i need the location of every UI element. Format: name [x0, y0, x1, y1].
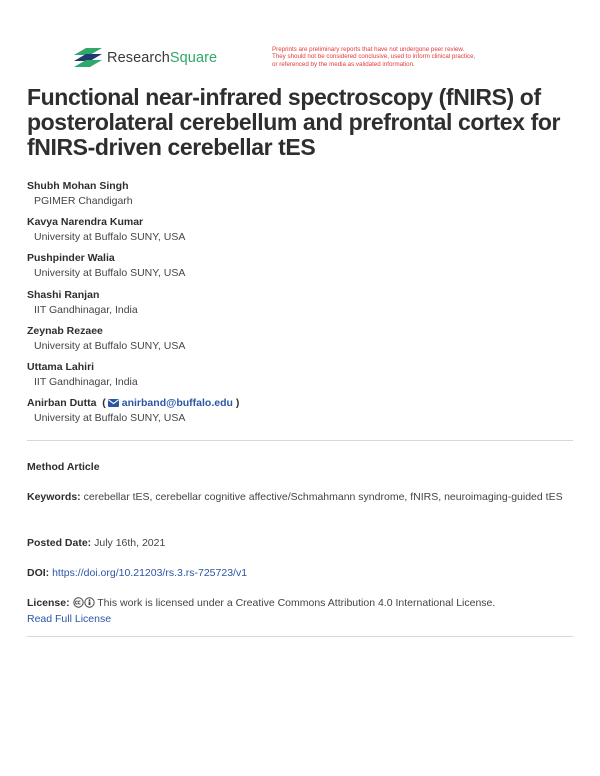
author-affiliation: University at Buffalo SUNY, USA — [34, 267, 186, 280]
notice-line: Preprints are preliminary reports that have not undergone peer review. — [272, 46, 465, 53]
author-name: Anirban Dutta ( anirband@buffalo.edu ) — [27, 397, 240, 410]
divider — [27, 636, 573, 637]
keywords-value: cerebellar tES, cerebellar cognitive affective/Schmahmann syndrome, fNIRS, neuroimaging-guided tES — [83, 491, 563, 503]
author-affiliation: University at Buffalo SUNY, USA — [34, 231, 186, 244]
author-entry — [27, 179, 567, 215]
author-affiliation: PGIMER Chandigarh — [34, 195, 133, 207]
license-label: License: — [27, 597, 70, 609]
author-name: Shubh Mohan Singh — [27, 180, 129, 192]
author-email-link[interactable]: anirband@buffalo.edu — [121, 397, 233, 410]
author-entry — [27, 251, 567, 287]
attribution-icon — [84, 597, 95, 608]
author-affiliation: University at Buffalo SUNY, USA — [34, 339, 186, 352]
author-entry — [27, 215, 567, 251]
envelope-icon — [108, 399, 119, 407]
research-square-logo[interactable] — [74, 47, 217, 69]
header — [74, 46, 554, 76]
article-type: Method Article — [27, 461, 100, 473]
paper-title: Functional near-infrared spectroscopy (fNIRS) of posterolateral cerebellum and prefrontal cortex for fNIRS-driven cerebellar tES — [27, 84, 561, 160]
doi — [27, 565, 573, 581]
creative-commons-icon — [73, 597, 84, 608]
author-name: Uttama Lahiri — [27, 360, 95, 373]
author-affiliation: University at Buffalo SUNY, USA — [34, 412, 186, 425]
divider — [27, 440, 573, 441]
author-affiliation: IIT Gandhinagar, India — [34, 303, 138, 316]
author-name: Pushpinder Walia — [27, 252, 115, 265]
posted-date — [27, 535, 573, 551]
keywords-label: Keywords: — [27, 491, 81, 503]
license-text: This work is licensed under a Creative Commons Attribution 4.0 International License. — [97, 597, 496, 609]
posted-date-label: Posted Date: — [27, 537, 92, 549]
doi-link[interactable]: https://doi.org/10.21203/rs.3.rs-725723/v1 — [52, 567, 248, 579]
author-affiliation: IIT Gandhinagar, India — [34, 375, 138, 388]
author-entry — [27, 360, 567, 396]
corresponding-author-name: Anirban Dutta — [27, 397, 97, 410]
notice-line: They should not be considered conclusive, used to inform clinical practice, — [272, 53, 476, 61]
author-list — [27, 179, 567, 432]
logo-wordmark: ResearchSquare — [107, 50, 218, 66]
doi-label: DOI: — [27, 567, 50, 579]
author-name: Zeynab Rezaee — [27, 324, 103, 337]
author-name: Kavya Narendra Kumar — [27, 216, 144, 229]
license — [27, 595, 573, 627]
author-name: Shashi Ranjan — [27, 288, 100, 301]
keywords — [27, 489, 573, 505]
author-entry — [27, 288, 567, 324]
author-entry — [27, 396, 567, 432]
posted-date-value: July 16th, 2021 — [94, 537, 166, 549]
author-entry — [27, 324, 567, 360]
research-square-logo-icon — [74, 47, 102, 69]
notice-line: or referenced by the media as validated information. — [272, 60, 415, 68]
preprint-notice — [272, 46, 542, 68]
read-full-license-link[interactable]: Read Full License — [27, 613, 112, 625]
